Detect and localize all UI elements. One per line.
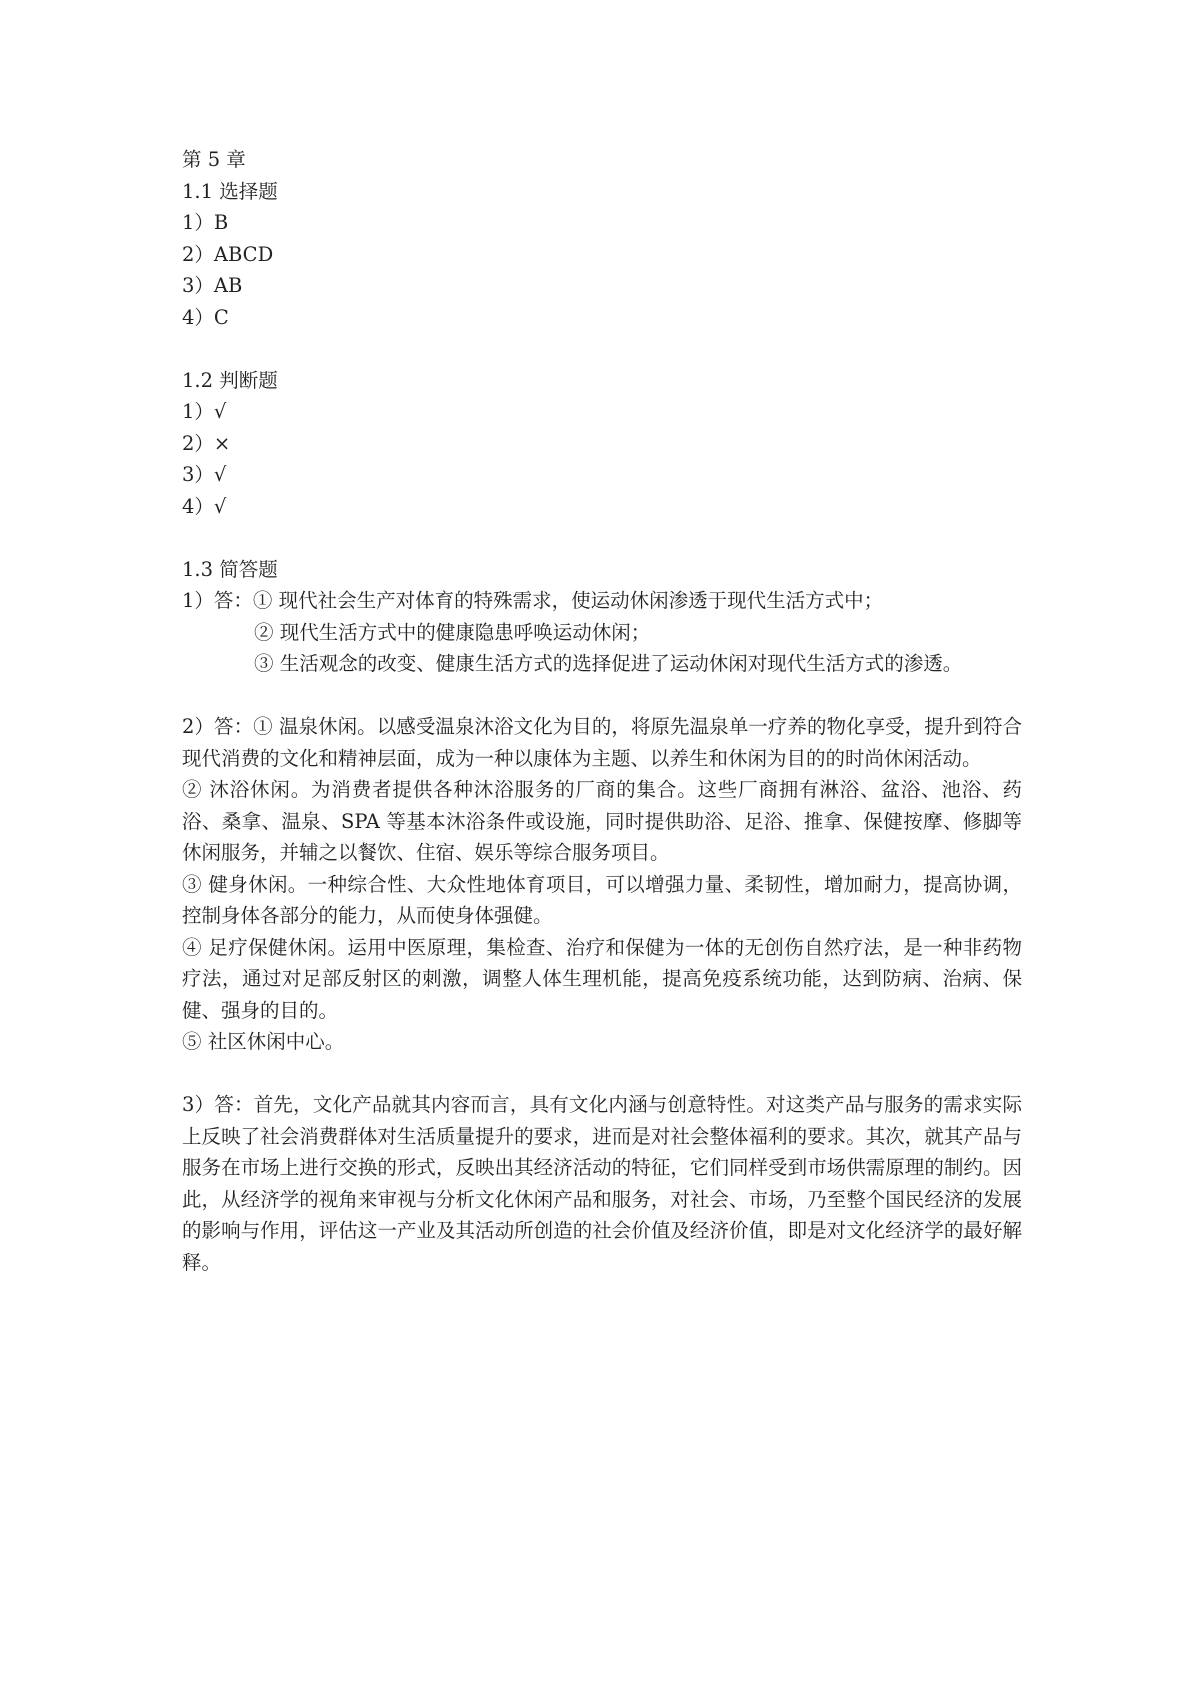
short-answer-1-point-3: ③ 生活观念的改变、健康生活方式的选择促进了运动休闲对现代生活方式的渗透。	[254, 652, 963, 675]
chapter-title: 第 5 章	[182, 148, 246, 171]
section-heading-judgement: 1.2 判断题	[182, 368, 278, 392]
short-answer-1-point-2: ② 现代生活方式中的健康隐患呼唤运动休闲；	[254, 620, 651, 644]
choice-answer-4: 4）C	[182, 305, 229, 329]
judgement-answer-4: 4）√	[182, 494, 227, 518]
spacer	[182, 680, 1022, 712]
short-answer-2-point-2: ② 沐浴休闲。为消费者提供各种沐浴服务的厂商的集合。这些厂商拥有淋浴、盆浴、池浴、药浴、桑拿、温泉、SPA 等基本沐浴条件或设施，同时提供助浴、足浴、推拿、保健按摩、修脚等休闲服务，并辅之以餐饮、住宿、娱乐等综合服务项目。	[182, 778, 1022, 864]
judgement-answer-2: 2）×	[182, 431, 231, 455]
short-answer-2-point-4: ④ 足疗保健休闲。运用中医原理，集检查、治疗和保健为一体的无创伤自然疗法，是一种非药物疗法，通过对足部反射区的刺激，调整人体生理机能，提高免疫系统功能，达到防病、治病、保健、强身的目的。	[182, 935, 1022, 1022]
choice-answer-3: 3）AB	[182, 274, 243, 297]
short-answer-2-point-3: ③ 健身休闲。一种综合性、大众性地体育项目，可以增强力量、柔韧性，增加耐力，提高协调，控制身体各部分的能力，从而使身体强健。	[182, 872, 1022, 927]
section-heading-short-answer: 1.3 简答题	[182, 557, 278, 581]
spacer	[182, 333, 1022, 365]
short-answer-2-point-1: 2）答：① 温泉休闲。以感受温泉沐浴文化为目的，将原先温泉单一疗养的物化享受，提升到符合现代消费的文化和精神层面，成为一种以康体为主题、以养生和休闲为目的的时尚休闲活动。	[182, 715, 1022, 770]
short-answer-2-point-5: ⑤ 社区休闲中心。	[182, 1030, 345, 1053]
section-heading-choice: 1.1 选择题	[182, 179, 278, 203]
spacer	[182, 1058, 1022, 1090]
choice-answer-1: 1）B	[182, 211, 229, 234]
short-answer-3: 3）答：首先，文化产品就其内容而言，具有文化内涵与创意特性。对这类产品与服务的需求实际上反映了社会消费群体对生活质量提升的要求，进而是对社会整体福利的要求。其次，就其产品与服务在市场上进行交换的形式，反映出其经济活动的特征，它们同样受到市场供需原理的制约。因此，从经济学的视角来审视与分析文化休闲产品和服务，对社会、市场，乃至整个国民经济的发展的影响与作用，评估这一产业及其活动所创造的社会价值及经济价值，即是对文化经济学的最好解释。	[182, 1093, 1022, 1274]
choice-answer-2: 2）ABCD	[182, 242, 274, 266]
document-body	[182, 144, 1022, 1278]
judgement-answer-1: 1）√	[182, 400, 227, 423]
short-answer-1-point-1: 1）答：① 现代社会生产对体育的特殊需求，使运动休闲渗透于现代生活方式中；	[182, 589, 884, 612]
spacer	[182, 522, 1022, 554]
judgement-answer-3: 3）√	[182, 463, 227, 486]
